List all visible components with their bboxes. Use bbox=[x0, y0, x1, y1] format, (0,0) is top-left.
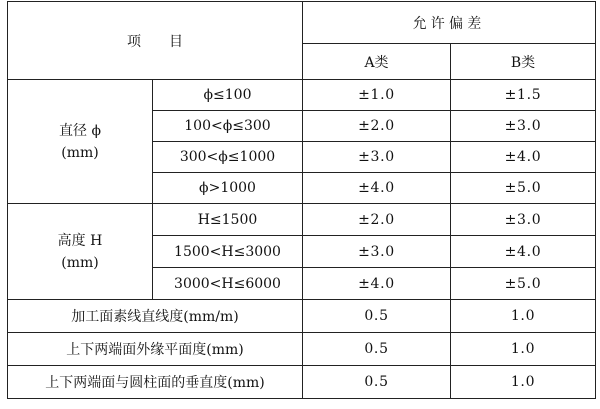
group-label-diameter bbox=[8, 80, 153, 204]
class-b-value: ±4.0 bbox=[451, 236, 596, 268]
class-a-value: ±3.0 bbox=[303, 142, 451, 173]
group-label-line2: (mm) bbox=[61, 254, 99, 271]
range-cell: 300<ϕ≤1000 bbox=[153, 142, 303, 173]
class-a-value: ±4.0 bbox=[303, 173, 451, 204]
single-row-label: 上下两端面与圆柱面的垂直度(mm) bbox=[8, 366, 303, 399]
class-b-value: ±1.5 bbox=[451, 80, 596, 111]
range-cell: 1500<H≤3000 bbox=[153, 236, 303, 268]
class-b-value: 1.0 bbox=[451, 366, 596, 399]
class-a-value: ±1.0 bbox=[303, 80, 451, 111]
class-a-value: ±2.0 bbox=[303, 111, 451, 142]
table-row bbox=[8, 204, 596, 236]
table-row bbox=[8, 333, 596, 366]
class-b-value: ±5.0 bbox=[451, 173, 596, 204]
header-item: 项 目 bbox=[8, 2, 303, 80]
class-a-value: ±2.0 bbox=[303, 204, 451, 236]
header-class-a: A类 bbox=[303, 44, 451, 80]
single-row-label: 加工面素线直线度(mm/m) bbox=[8, 300, 303, 333]
class-a-value: ±3.0 bbox=[303, 236, 451, 268]
table-row bbox=[8, 366, 596, 399]
class-b-value: 1.0 bbox=[451, 333, 596, 366]
range-cell: ϕ≤100 bbox=[153, 80, 303, 111]
class-a-value: 0.5 bbox=[303, 300, 451, 333]
class-b-value: ±4.0 bbox=[451, 142, 596, 173]
header-allowed-deviation: 允许偏差 bbox=[303, 2, 596, 44]
single-row-label: 上下两端面外缘平面度(mm) bbox=[8, 333, 303, 366]
range-cell: 100<ϕ≤300 bbox=[153, 111, 303, 142]
group-label-line2: (mm) bbox=[61, 144, 99, 161]
group-label-line1: 高度 H bbox=[57, 232, 103, 249]
group-label-line1: 直径 ϕ bbox=[59, 122, 101, 139]
class-a-value: 0.5 bbox=[303, 366, 451, 399]
range-cell: H≤1500 bbox=[153, 204, 303, 236]
class-a-value: ±4.0 bbox=[303, 268, 451, 300]
group-label-height bbox=[8, 204, 153, 300]
class-a-value: 0.5 bbox=[303, 333, 451, 366]
class-b-value: ±5.0 bbox=[451, 268, 596, 300]
table-row bbox=[8, 80, 596, 111]
header-class-b: B类 bbox=[451, 44, 596, 80]
class-b-value: 1.0 bbox=[451, 300, 596, 333]
range-cell: 3000<H≤6000 bbox=[153, 268, 303, 300]
table-row bbox=[8, 300, 596, 333]
class-b-value: ±3.0 bbox=[451, 204, 596, 236]
range-cell: ϕ>1000 bbox=[153, 173, 303, 204]
class-b-value: ±3.0 bbox=[451, 111, 596, 142]
tolerance-table bbox=[7, 1, 596, 399]
